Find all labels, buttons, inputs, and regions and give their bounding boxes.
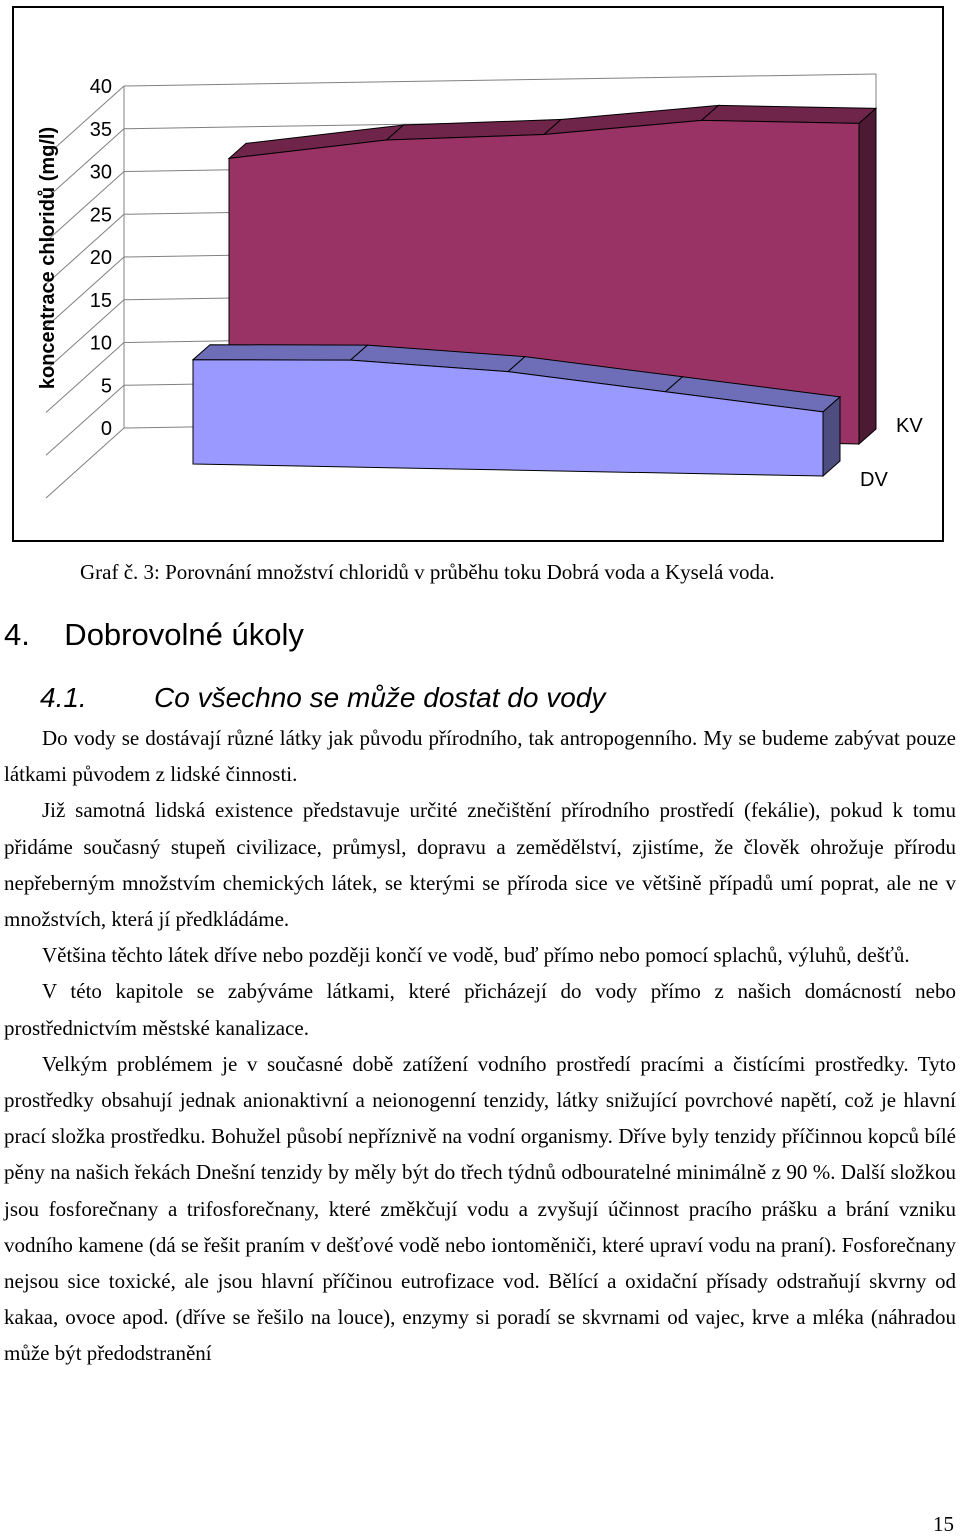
paragraph: Většina těchto látek dříve nebo později končí ve vodě, buď přímo nebo pomocí splachů, výluhů, dešťů.: [42, 943, 910, 968]
subsection-heading: [40, 682, 605, 714]
paragraph: Do vody se dostávají různé látky jak původu přírodního, tak antropogenního. My se budeme zabývat pouze látkami původem z lidské činnosti.: [4, 726, 956, 787]
y-tick-label: 25: [89, 204, 112, 227]
paragraph: Velkým problémem je v současné době zatížení vodního prostředí pracími a čistícími prostředky. Tyto prostředky obsahují jednak anionaktivní a neionogenní tenzidy, látky snižující povrchové napětí, což je hlavní prací složka prostředku. Bohužel působí nepříznivě na vodní organismy. Dříve byly tenzidy příčinnou kopců bílé pěny na našich řekách Dnešní tenzidy by měly být do třech týdnů odbouratelné minimálně z 90 %. Další složkou jsou fosforečnany a trifosforečnany, které změkčují vodu a zvyšují účinnost pracího prášku a brání vzniku vodního kamene (dá se řešit praním v dešťové vodě nebo iontoměniči, které upraví vodu na praní). Fosforečnany nejsou sice toxické, ale jsou hlavní příčinou eutrofizace vod. Bělící a oxidační přísady odstraňují skvrny od kakaa, ovoce apod. (dříve se řešilo na louce), enzymy si poradí se skvrnami od vajec, krve a mléka (náhradou může být předodstranění: [4, 1051, 956, 1366]
chloride-3d-area-chart: [14, 8, 942, 540]
page-number: 15: [933, 1512, 954, 1536]
y-tick-label: 20: [89, 247, 112, 269]
chart-caption: Graf č. 3: Porovnání množství chloridů v průběhu toku Dobrá voda a Kyselá voda.: [80, 560, 775, 584]
y-tick-label: 35: [89, 118, 112, 141]
gridline-side: [46, 428, 124, 498]
series-side-face: [859, 108, 876, 444]
y-tick-label: 40: [89, 76, 112, 98]
series-top-segment: [193, 345, 368, 360]
depth-axis-label: DV: [860, 469, 888, 491]
gridline: [124, 74, 876, 86]
section-heading: [4, 617, 304, 653]
body-text: [4, 720, 956, 1372]
paragraph: V této kapitole se zabýváme látkami, které přicházejí do vody přímo z našich domácností nebo prostřednictvím městské kanalizace.: [4, 979, 956, 1040]
section-heading-text: 4. Dobrovolné úkoly: [4, 617, 304, 652]
y-tick-label: 5: [100, 375, 112, 398]
subsection-title: Co všechno se může dostat do vody: [154, 682, 606, 713]
y-tick-label: 30: [89, 161, 112, 184]
gridline-side: [46, 385, 124, 455]
depth-axis-label: KV: [896, 415, 923, 437]
y-tick-label: 10: [89, 332, 112, 355]
paragraph: Již samotná lidská existence představuje určité znečištění přírodního prostředí (fekálie), pokud k tomu přidáme současný stupeň civilizace, průmysl, dopravu a zemědělství, zjistíme, že člověk ohrožuje přírodu nepřeberným množstvím chemických látek, se kterými se příroda sice ve většině případů umí poprat, ale ne v množstvích, která jí předkládáme.: [4, 798, 956, 932]
subsection-number: 4.1.: [40, 682, 87, 713]
y-tick-label: 15: [89, 289, 112, 312]
chart-series: [193, 105, 876, 476]
y-tick-label: 0: [100, 418, 112, 440]
chart-frame: [12, 6, 944, 542]
y-axis-title: koncentrace chloridů (mg/l): [37, 126, 59, 390]
